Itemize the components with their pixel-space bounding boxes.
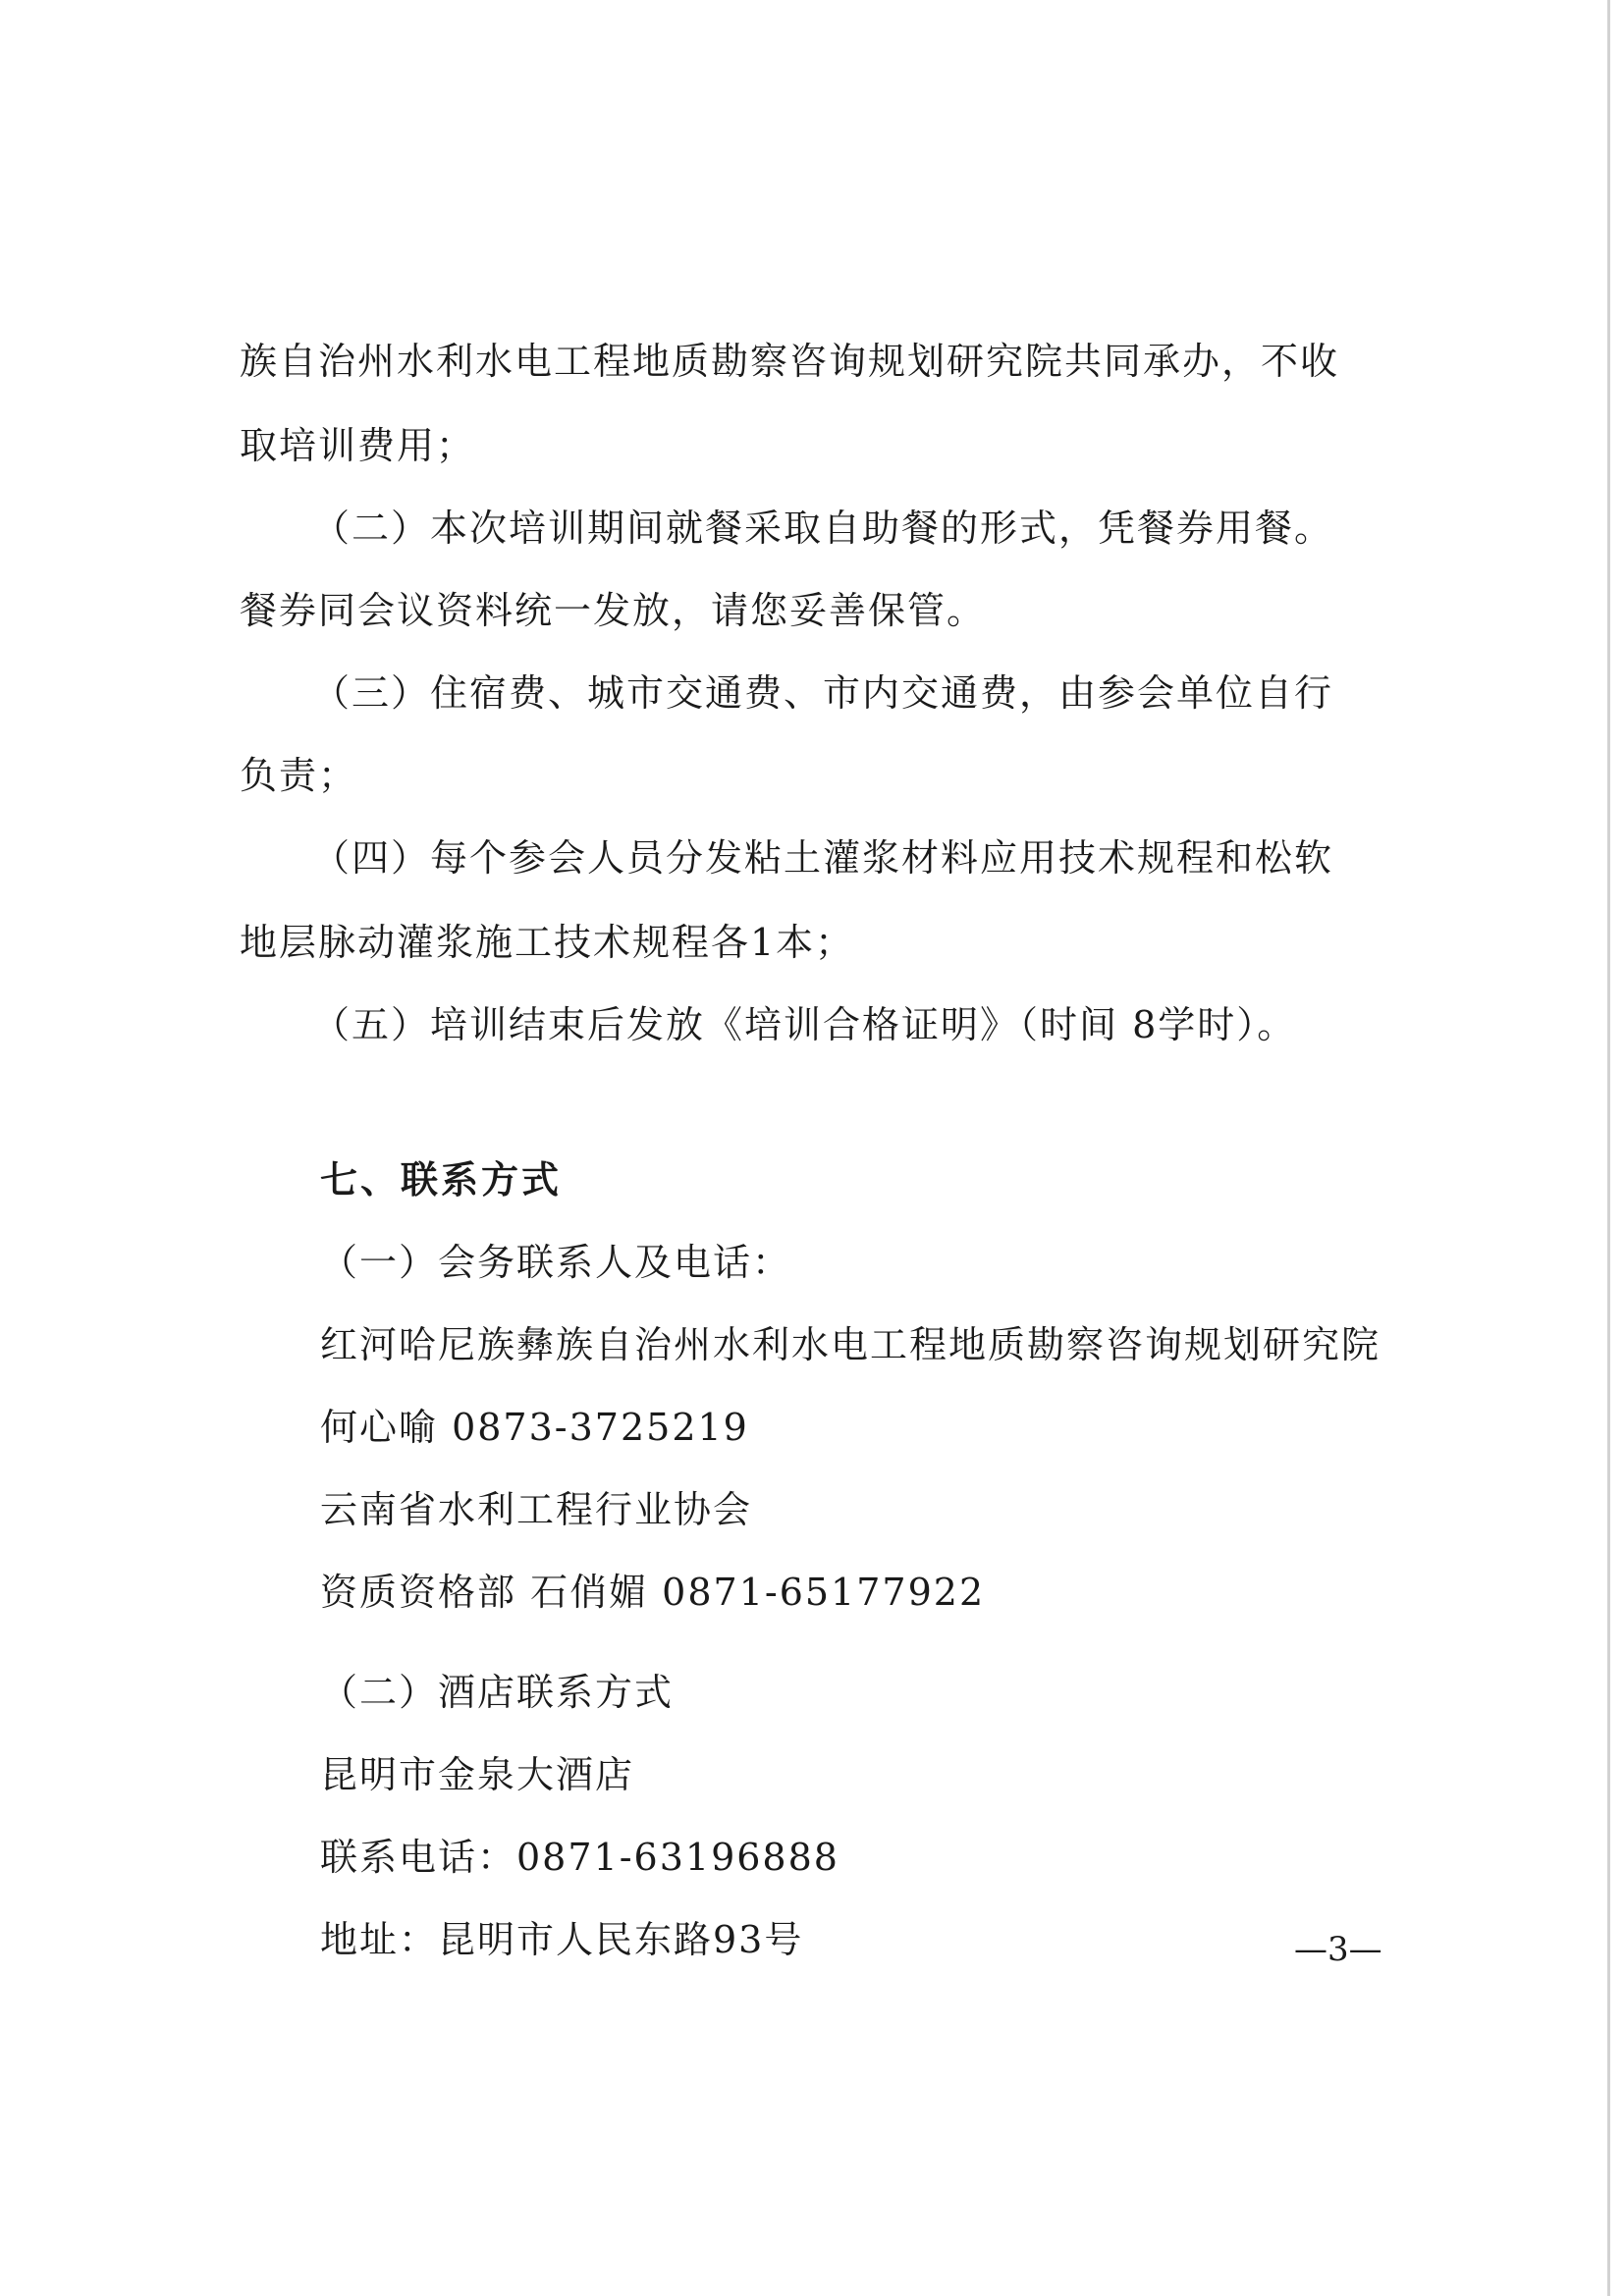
- meeting-organization-1: 红河哈尼族彝族自治州水利水电工程地质勘察咨询规划研究院: [320, 1323, 1381, 1366]
- page-number: —3—: [1294, 1930, 1382, 1969]
- item-3-line-2: 负责；: [240, 754, 358, 797]
- hotel-contact-title: （二）酒店联系方式: [320, 1671, 675, 1714]
- item-2-line-1: （二）本次培训期间就餐采取自助餐的形式，凭餐券用餐。: [312, 507, 1334, 550]
- paragraph-continuation-line-2: 取培训费用；: [240, 424, 476, 467]
- section-heading-contact: 七、联系方式: [320, 1157, 563, 1201]
- item-3-line-1: （三）住宿费、城市交通费、市内交通费，由参会单位自行: [312, 671, 1334, 715]
- meeting-contact-person-1: 何心喻 0873-3725219: [320, 1406, 749, 1449]
- item-4-line-1: （四）每个参会人员分发粘土灌浆材料应用技术规程和松软: [312, 836, 1334, 880]
- hotel-name: 昆明市金泉大酒店: [320, 1753, 635, 1796]
- item-2-line-2: 餐券同会议资料统一发放，请您妥善保管。: [240, 589, 987, 632]
- meeting-contact-title: （一）会务联系人及电话：: [320, 1241, 792, 1284]
- paragraph-continuation-line-1: 族自治州水利水电工程地质勘察咨询规划研究院共同承办，不收: [240, 340, 1340, 383]
- page-edge-line: [1607, 0, 1610, 2296]
- meeting-contact-person-2: 资质资格部 石俏媚 0871-65177922: [320, 1571, 986, 1614]
- meeting-organization-2: 云南省水利工程行业协会: [320, 1488, 753, 1531]
- item-5: （五）培训结束后发放《培训合格证明》（时间 8学时）。: [312, 1003, 1297, 1046]
- hotel-address: 地址：昆明市人民东路93号: [320, 1918, 804, 1961]
- item-4-line-2: 地层脉动灌浆施工技术规程各1本；: [240, 921, 855, 964]
- hotel-phone: 联系电话：0871-63196888: [320, 1836, 839, 1879]
